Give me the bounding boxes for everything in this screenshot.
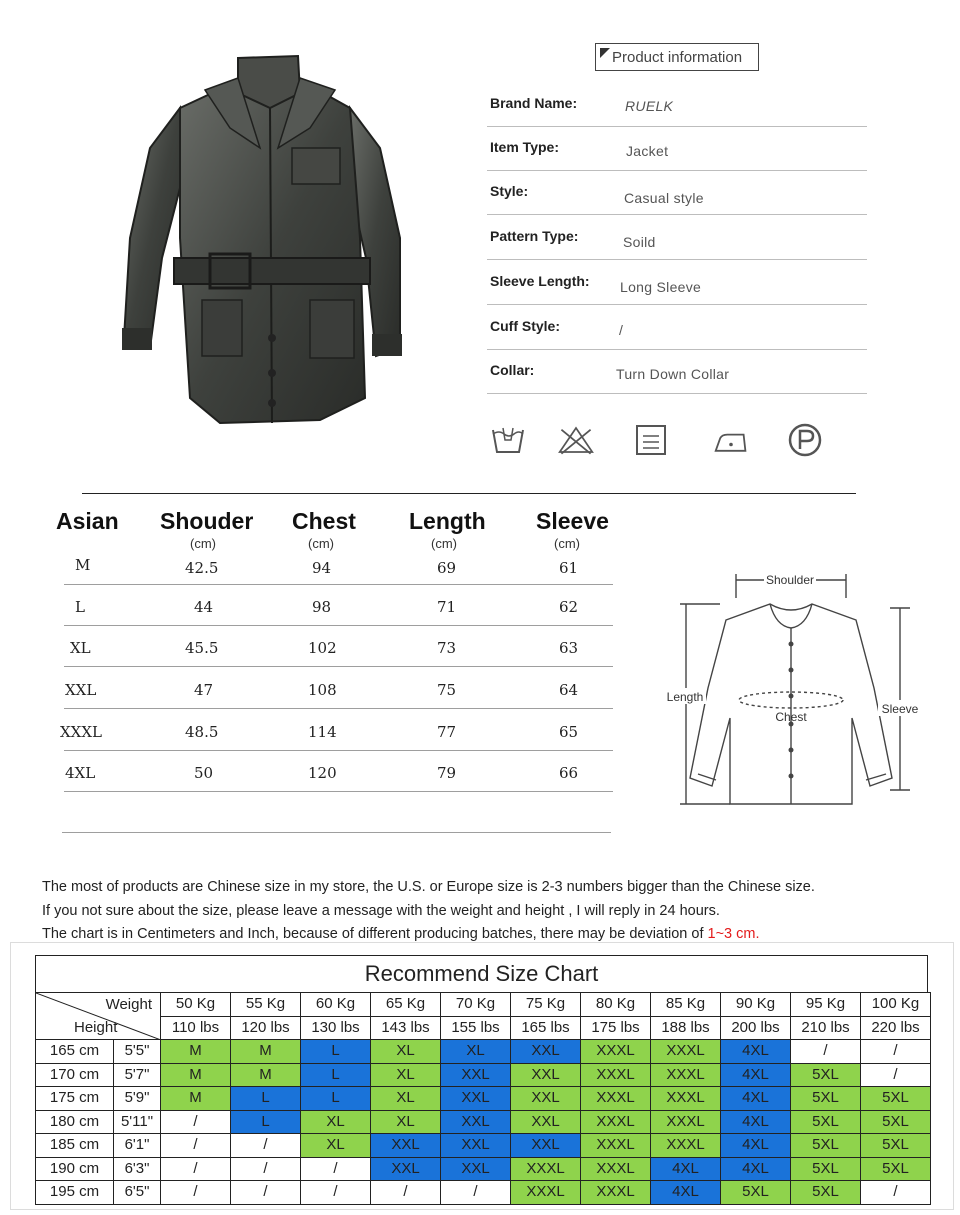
size-recommendation-cell: XXXL [651,1063,721,1087]
size-recommendation-cell: XXXL [511,1157,581,1181]
height-ft-cell: 5'9" [114,1087,161,1111]
weight-lbs-cell: 143 lbs [371,1016,441,1040]
size-recommendation-cell: 4XL [721,1110,791,1134]
height-cm-cell: 175 cm [36,1087,114,1111]
info-label: Pattern Type: [490,228,579,244]
size-recommendation-cell: L [231,1087,301,1111]
size-recommendation-cell: / [861,1063,931,1087]
size-recommendation-cell: XL [301,1134,371,1158]
size-recommendation-cell: 4XL [721,1040,791,1064]
height-cm-cell: 165 cm [36,1040,114,1064]
size-recommendation-cell: XXXL [651,1134,721,1158]
diagram-label-chest: Chest [775,710,807,724]
size-recommendation-cell: / [371,1181,441,1205]
size-recommendation-cell: XL [371,1063,441,1087]
size-cell: XXL [65,681,97,699]
size-recommendation-cell: 5XL [721,1181,791,1205]
size-cell: 47 [194,681,214,699]
size-recommendation-cell: 5XL [791,1181,861,1205]
size-cell: XXXL [60,723,102,741]
size-recommendation-cell: 5XL [861,1157,931,1181]
size-cell: 71 [437,598,457,616]
col-head-chest: Chest [292,508,356,534]
size-recommendation-cell: M [161,1063,231,1087]
size-recommendation-cell: XXL [441,1157,511,1181]
size-recommendation-cell: M [231,1063,301,1087]
size-recommendation-cell: / [231,1134,301,1158]
size-recommendation-cell: XL [371,1040,441,1064]
size-recommendation-cell: XXL [511,1040,581,1064]
info-value: Jacket [626,143,669,159]
size-recommendation-cell: / [301,1157,371,1181]
size-recommendation-cell: XXL [511,1110,581,1134]
size-recommendation-cell: / [301,1181,371,1205]
note-line-3 [42,926,760,942]
size-recommendation-cell: XXXL [651,1040,721,1064]
dry-clean-p-icon [787,422,823,458]
corner-marker-icon [600,48,610,58]
size-recommendation-cell: XXXL [651,1110,721,1134]
size-cell: 114 [308,723,337,741]
height-cm-cell: 180 cm [36,1110,114,1134]
info-value: / [619,322,624,338]
weight-lbs-cell: 175 lbs [581,1016,651,1040]
size-recommendation-cell: / [441,1181,511,1205]
size-cell: 79 [437,764,457,782]
height-cm-cell: 185 cm [36,1134,114,1158]
size-recommendation-cell: / [161,1181,231,1205]
size-recommendation-cell: 4XL [721,1063,791,1087]
size-recommendation-cell: 5XL [791,1157,861,1181]
height-ft-cell: 6'5" [114,1181,161,1205]
size-recommendation-cell: XXXL [581,1181,651,1205]
weight-lbs-cell: 110 lbs [161,1016,231,1040]
weight-kg-cell: 65 Kg [371,993,441,1017]
height-ft-cell: 6'1" [114,1134,161,1158]
weight-lbs-cell: 120 lbs [231,1016,301,1040]
size-recommendation-cell: XL [371,1087,441,1111]
size-cell: 64 [559,681,579,699]
weight-lbs-cell: 200 lbs [721,1016,791,1040]
table-row [60,710,613,751]
recommend-chart-title: Recommend Size Chart [35,955,928,992]
info-value: Long Sleeve [620,279,702,295]
info-label: Brand Name: [490,95,578,111]
weight-lbs-cell: 210 lbs [791,1016,861,1040]
height-cm-cell: 170 cm [36,1063,114,1087]
size-cell: 75 [437,681,457,699]
size-recommendation-cell: 4XL [721,1087,791,1111]
size-recommendation-cell: M [161,1040,231,1064]
info-row-item-type [487,127,867,171]
info-row-brand-name [487,83,867,127]
size-recommendation-cell: XL [371,1110,441,1134]
note-line-3-text: The chart is in Centimeters and Inch, because of different producing batches, there may be deviation of [42,926,708,942]
weight-kg-cell: 90 Kg [721,993,791,1017]
size-recommendation-cell: XXL [511,1063,581,1087]
size-cell: 102 [308,639,337,657]
size-cell: 4XL [65,764,96,782]
height-ft-cell: 5'5" [114,1040,161,1064]
unit-label: (cm) [554,536,580,551]
diagram-label-sleeve: Sleeve [881,702,919,716]
info-label: Item Type: [490,139,559,155]
info-value: RUELK [625,98,674,114]
iron-low-icon [713,422,749,458]
size-recommendation-cell: XXXL [581,1157,651,1181]
size-cell: 77 [437,723,457,741]
size-recommendation-cell: XXXL [581,1040,651,1064]
unit-label: (cm) [190,536,216,551]
size-recommendation-cell: XL [441,1040,511,1064]
weight-kg-cell: 100 Kg [861,993,931,1017]
height-cm-cell: 195 cm [36,1181,114,1205]
size-cell: M [75,556,91,574]
size-recommendation-cell: 4XL [651,1181,721,1205]
table-row [36,1181,931,1205]
table-row [36,1087,931,1111]
unit-label: (cm) [431,536,457,551]
col-head-shoulder: Shouder [160,508,254,534]
info-label: Style: [490,183,529,199]
size-recommendation-cell: XXL [371,1134,441,1158]
size-recommendation-cell: / [161,1134,231,1158]
weight-kg-cell: 60 Kg [301,993,371,1017]
size-cell: L [75,598,85,616]
size-recommendation-cell: L [231,1110,301,1134]
size-recommendation-cell: 5XL [861,1110,931,1134]
size-recommendation-cell: L [301,1087,371,1111]
info-row-cuff-style [487,306,867,350]
height-cm-cell: 190 cm [36,1157,114,1181]
weight-axis-label: Weight [105,996,152,1013]
hang-dry-icon [633,422,669,458]
size-cell: 61 [559,559,579,577]
size-recommendation-cell: 5XL [861,1087,931,1111]
product-information-header [595,43,759,71]
table-row [64,751,613,792]
table-row [64,585,613,626]
table-row [64,668,613,709]
hand-wash-icon [490,422,526,458]
size-cell: 69 [437,559,457,577]
size-recommendation-cell: / [161,1157,231,1181]
info-value: Casual style [624,190,704,206]
info-label: Cuff Style: [490,318,560,334]
col-head-length: Length [409,508,486,534]
weight-lbs-cell: 188 lbs [651,1016,721,1040]
col-head-sleeve: Sleeve [536,508,609,534]
size-recommendation-cell: XXL [371,1157,441,1181]
size-recommendation-cell: XXL [511,1134,581,1158]
info-row-pattern-type [487,216,867,260]
info-label: Collar: [490,362,535,378]
size-recommendation-cell: 5XL [791,1134,861,1158]
size-recommendation-cell: / [791,1040,861,1064]
size-recommendation-cell: / [231,1181,301,1205]
table-row [36,1040,931,1064]
measurement-diagram [660,568,930,814]
height-ft-cell: 6'3" [114,1157,161,1181]
weight-kg-cell: 55 Kg [231,993,301,1017]
info-row-collar [487,350,867,394]
table-row-empty [62,792,611,833]
weight-kg-cell: 50 Kg [161,993,231,1017]
weight-lbs-cell: 130 lbs [301,1016,371,1040]
unit-label: (cm) [308,536,334,551]
size-recommendation-cell: / [231,1157,301,1181]
weight-kg-cell: 85 Kg [651,993,721,1017]
weight-kg-row [36,993,931,1017]
size-recommendation-cell: XXL [441,1063,511,1087]
size-recommendation-cell: XXXL [581,1063,651,1087]
weight-kg-cell: 80 Kg [581,993,651,1017]
size-recommendation-cell: M [231,1040,301,1064]
size-cell: 44 [194,598,214,616]
weight-kg-cell: 70 Kg [441,993,511,1017]
size-recommendation-cell: XXXL [581,1110,651,1134]
size-recommendation-cell: XL [301,1110,371,1134]
size-recommendation-cell: XXL [441,1134,511,1158]
info-row-style [487,171,867,215]
size-recommendation-cell: L [301,1063,371,1087]
table-row [36,1063,931,1087]
table-row [36,1110,931,1134]
weight-lbs-cell: 220 lbs [861,1016,931,1040]
note-line-1: The most of products are Chinese size in my store, the U.S. or Europe size is 2-3 numbers bigger than the Chinese size. [42,879,815,895]
deviation-highlight: 1~3 cm. [707,926,760,942]
size-recommendation-cell: 5XL [791,1063,861,1087]
size-recommendation-cell: 5XL [861,1134,931,1158]
jacket-product-image [110,38,430,438]
weight-height-corner [36,993,161,1040]
size-cell: 108 [308,681,337,699]
weight-kg-cell: 95 Kg [791,993,861,1017]
size-cell: 48.5 [185,723,219,741]
size-recommendation-cell: / [861,1040,931,1064]
height-axis-label: Height [74,1019,118,1036]
size-recommendation-cell: XXXL [651,1087,721,1111]
size-cell: 120 [308,764,337,782]
table-row [36,1134,931,1158]
col-head-asian: Asian [56,508,119,534]
size-recommendation-cell: XXXL [581,1087,651,1111]
table-row [64,544,613,585]
size-recommendation-cell: 5XL [791,1110,861,1134]
height-ft-cell: 5'7" [114,1063,161,1087]
size-recommendation-cell: 4XL [721,1134,791,1158]
diagram-label-shoulder: Shoulder [765,573,815,587]
size-recommendation-cell: 5XL [791,1087,861,1111]
diagram-label-length: Length [666,690,704,704]
size-cell: 63 [559,639,579,657]
size-cell: 98 [312,598,332,616]
size-cell: 94 [312,559,332,577]
table-row [36,1157,931,1181]
info-label: Sleeve Length: [490,273,590,289]
weight-lbs-row [36,1016,931,1040]
size-recommendation-cell: / [861,1181,931,1205]
size-recommendation-cell: M [161,1087,231,1111]
info-value: Turn Down Collar [616,366,730,382]
size-cell: 50 [194,764,214,782]
size-recommendation-cell: L [301,1040,371,1064]
size-recommendation-cell: 4XL [721,1157,791,1181]
section-divider [82,493,856,494]
height-ft-cell: 5'11" [114,1110,161,1134]
size-cell: 45.5 [185,639,219,657]
info-value: Soild [623,234,656,250]
size-recommendation-cell: XXL [441,1087,511,1111]
size-recommendation-cell: 4XL [651,1157,721,1181]
size-cell: 62 [559,598,579,616]
size-recommendation-cell: / [161,1110,231,1134]
size-recommendation-cell: XXL [511,1087,581,1111]
size-recommendation-cell: XXXL [581,1134,651,1158]
size-cell: XL [70,639,91,657]
weight-lbs-cell: 155 lbs [441,1016,511,1040]
recommend-size-table [35,992,931,1205]
product-information-title: Product information [612,48,743,66]
recommend-size-table-body [36,993,931,1205]
weight-kg-cell: 75 Kg [511,993,581,1017]
size-recommendation-cell: XXXL [511,1181,581,1205]
size-cell: 73 [437,639,457,657]
no-bleach-icon [558,422,594,458]
size-cell: 42.5 [185,559,219,577]
size-cell: 65 [559,723,579,741]
size-cell: 66 [559,764,579,782]
note-line-2: If you not sure about the size, please leave a message with the weight and height , I will reply in 24 hours. [42,903,720,919]
weight-lbs-cell: 165 lbs [511,1016,581,1040]
table-row [64,626,613,667]
info-row-sleeve-length [487,261,867,305]
size-recommendation-cell: XXL [441,1110,511,1134]
